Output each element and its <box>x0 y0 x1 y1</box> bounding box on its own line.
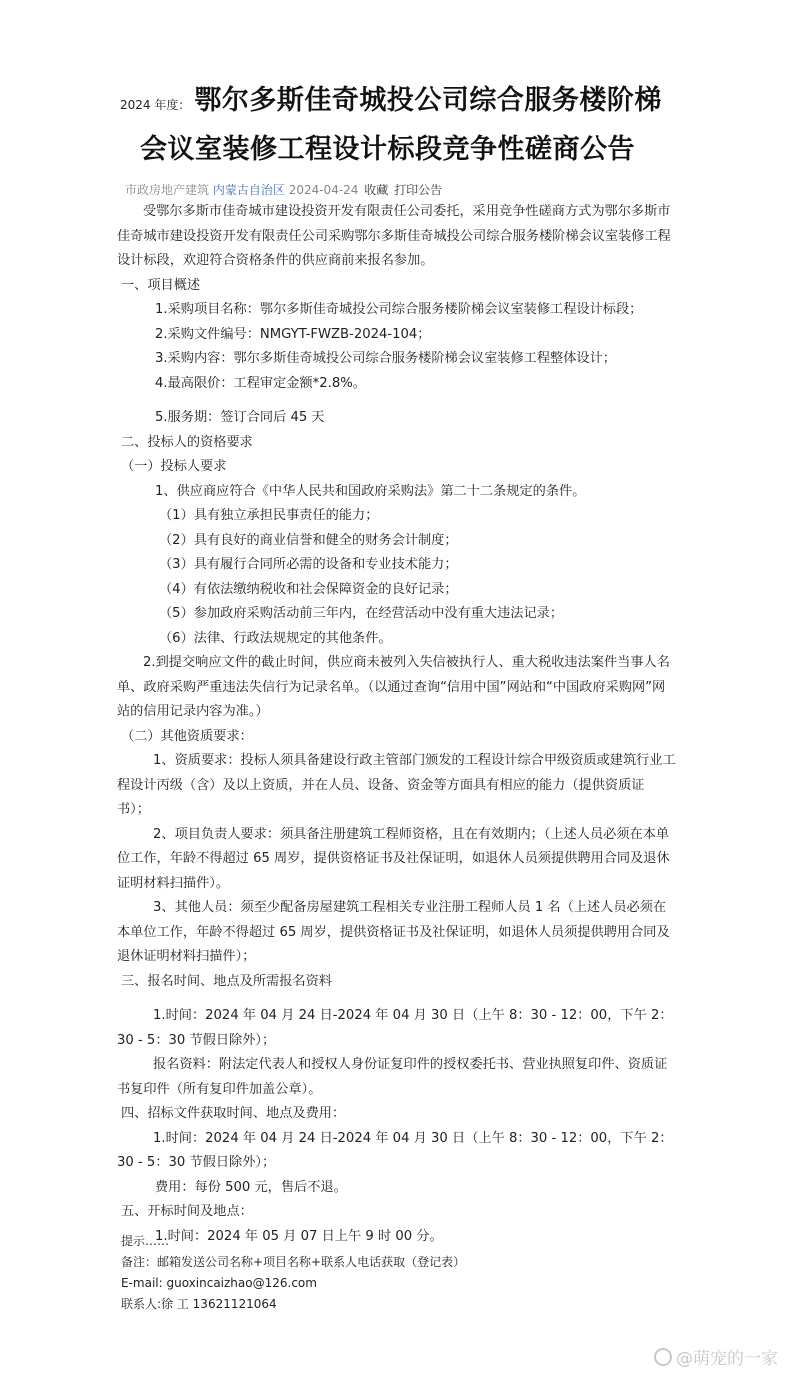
category-link[interactable]: 市政房地产建筑 <box>125 183 210 197</box>
section-1-heading: 一、项目概述 <box>121 277 201 293</box>
section-1-item: 5.服务期：签订合同后 45 天 <box>155 410 325 425</box>
watermark <box>654 1344 778 1369</box>
other-req-2: 2、项目负责人要求：须具备注册建筑工程师资格，且在有效期内；（上述人员必须在本单位工作，年龄不得超过 65 周岁，提供资格证书及社保证明，如退休人员须提供聘用合同及退休证明材料扫描件）。 <box>117 826 670 891</box>
footer-note: 备注：邮箱发送公司名称+项目名称+联系人电话获取（登记表） <box>121 1255 466 1269</box>
condition-item: （6）法律、行政法规规定的其他条件。 <box>159 630 392 646</box>
section-4-fee: 费用：每份 500 元，售后不退。 <box>155 1179 347 1195</box>
section-1-item: 4.最高限价：工程审定金额*2.8%。 <box>155 375 366 391</box>
year-prefix: 2024 年度： <box>120 98 191 112</box>
footer-tip: 提示…… <box>121 1234 170 1248</box>
section-3-time: 1.时间：2024 年 04 月 24 日-2024 年 04 月 30 日（上午 8：30 - 12：00，下午 2：30 - 5：30 节假日除外）； <box>117 1008 673 1048</box>
print-button[interactable]: 打印公告 <box>394 183 443 197</box>
footer-contact: 联系人:徐 工 13621121064 <box>121 1297 277 1311</box>
watermark-text: @萌宠的一家 <box>676 1349 778 1369</box>
watermark-logo-icon <box>654 1348 672 1366</box>
section-4-heading: 四、招标文件获取时间、地点及费用： <box>121 1106 346 1121</box>
section-2-req-2: 2.到提交响应文件的截止时间，供应商未被列入失信被执行人、重大税收违法案件当事人名单、政府采购严重违法失信行为记录名单。（以通过查询“信用中国”网站和“中国政府采购网”网站的信用记录内容为准。） <box>117 655 670 719</box>
intro-paragraph: 受鄂尔多斯市佳奇城市建设投资开发有限责任公司委托，采用竞争性磋商方式为鄂尔多斯市佳奇城市建设投资开发有限责任公司采购鄂尔多斯佳奇城投公司综合服务楼阶梯会议室装修工程设计标段，欢迎符合资格条件的供应商前来报名参加。 <box>117 204 671 268</box>
section-5-time: 1.时间：2024 年 05 月 07 日上午 9 时 00 分。 <box>155 1228 443 1244</box>
other-req-1: 1、资质要求：投标人须具备建设行政主管部门颁发的工程设计综合甲级资质或建筑行业工程设计丙级（含）及以上资质，并在人员、设备、资金等方面具有相应的能力（提供资质证书）； <box>117 753 676 817</box>
section-2-sub-2: （二）其他资质要求： <box>121 728 253 744</box>
section-1-item: 3.采购内容：鄂尔多斯佳奇城投公司综合服务楼阶梯会议室装修工程整体设计； <box>155 351 616 366</box>
region-link[interactable]: 内蒙古自治区 <box>212 183 285 197</box>
section-2-sub-1: （一）投标人要求 <box>121 459 227 474</box>
condition-item: （3）具有履行合同所必需的设备和专业技术能力； <box>159 557 458 572</box>
footer-email: E-mail: guoxincaizhao@126.com <box>121 1276 317 1290</box>
page-title-line-2: 会议室装修工程设计标段竞争性磋商公告 <box>140 134 635 165</box>
favorite-button[interactable]: 收藏 <box>364 183 389 197</box>
condition-item: （2）具有良好的商业信誉和健全的财务会计制度； <box>159 532 458 548</box>
publish-date: 2024-04-24 <box>288 183 359 197</box>
section-3-materials: 报名资料：附法定代表人和授权人身份证复印件的授权委托书、营业执照复印件、资质证书复印件（所有复印件加盖公章）。 <box>117 1057 668 1097</box>
title-block <box>120 78 720 166</box>
other-req-3: 3、其他人员：须至少配备房屋建筑工程相关专业注册工程师人员 1 名（上述人员必须在本单位工作，年龄不得超过 65 周岁，提供资格证书及社保证明，如退休人员须提供聘用合同及退休证明材料扫描件）； <box>117 900 670 964</box>
condition-item: （4）有依法缴纳税收和社会保障资金的良好记录； <box>159 581 458 597</box>
section-2-heading: 二、投标人的资格要求 <box>121 434 253 450</box>
page-title: 鄂尔多斯佳奇城投公司综合服务楼阶梯 <box>194 85 662 116</box>
section-1-item: 2.采购文件编号：NMGYT-FWZB-2024-104； <box>155 326 431 342</box>
section-4-time: 1.时间：2024 年 04 月 24 日-2024 年 04 月 30 日（上午 8：30 - 12：00，下午 2：30 - 5：30 节假日除外）； <box>117 1130 673 1170</box>
title-line-1 <box>120 78 720 117</box>
condition-item: （1）具有独立承担民事责任的能力； <box>159 508 379 523</box>
footer-notes <box>121 1231 465 1315</box>
meta-bar <box>125 181 442 198</box>
condition-item: （5）参加政府采购活动前三年内，在经营活动中没有重大违法记录； <box>159 606 564 621</box>
section-2-req-1: 1、供应商应符合《中华人民共和国政府采购法》第二十二条规定的条件。 <box>155 483 586 499</box>
section-1-item: 1.采购项目名称：鄂尔多斯佳奇城投公司综合服务楼阶梯会议室装修工程设计标段； <box>155 302 643 317</box>
section-3-heading: 三、报名时间、地点及所需报名资料 <box>121 973 332 989</box>
section-5-heading: 五、开标时间及地点： <box>121 1204 253 1219</box>
announcement-body <box>117 200 677 1249</box>
